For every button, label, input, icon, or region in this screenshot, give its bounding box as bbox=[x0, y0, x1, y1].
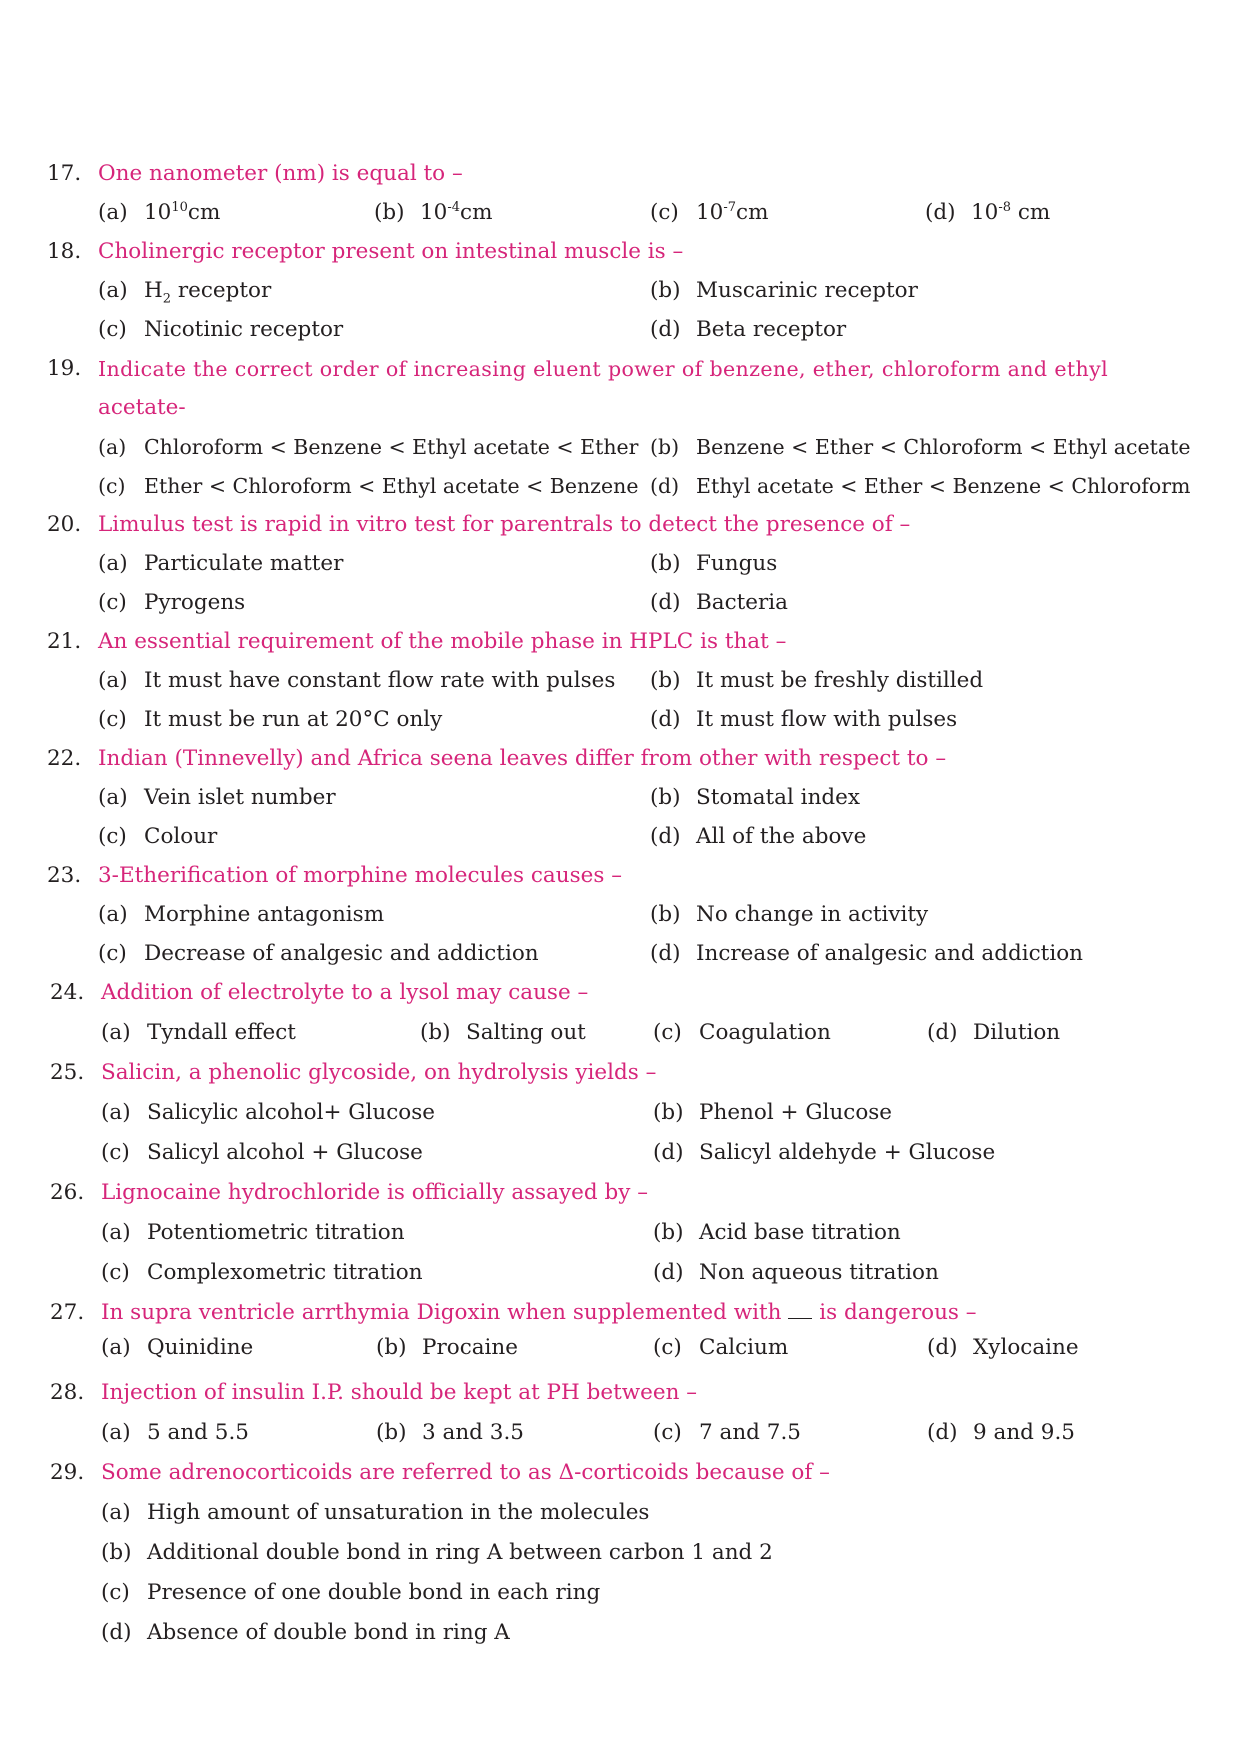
options-row bbox=[0, 1615, 1241, 1651]
options-row bbox=[0, 1215, 1241, 1251]
options-row bbox=[0, 702, 1241, 738]
option-c: (c) Calcium bbox=[653, 1335, 789, 1360]
option-d: (d) Xylocaine bbox=[927, 1335, 1079, 1360]
question-text: An essential requirement of the mobile phase in HPLC is that – bbox=[98, 629, 787, 654]
question-number: 17. bbox=[47, 161, 82, 186]
question-number: 19. bbox=[47, 356, 82, 381]
option-a: (a) Quinidine bbox=[101, 1335, 254, 1360]
options-row bbox=[0, 273, 1241, 309]
option-b: (b) Procaine bbox=[376, 1335, 518, 1360]
question-text: In supra ventricle arrthymia Digoxin when supplemented with is dangerous – bbox=[101, 1300, 977, 1325]
question-28 bbox=[0, 1375, 1241, 1411]
option-c: (c) Coagulation bbox=[653, 1020, 831, 1045]
question-24 bbox=[0, 975, 1241, 1011]
option-a: (a) Potentiometric titration bbox=[101, 1220, 405, 1245]
option-b: (b) Muscarinic receptor bbox=[650, 278, 918, 303]
question-22 bbox=[0, 741, 1241, 777]
options-row bbox=[0, 780, 1241, 816]
option-a: (a) Vein islet number bbox=[98, 785, 336, 810]
question-29 bbox=[0, 1455, 1241, 1491]
option-a: (a) It must have constant flow rate with pulses bbox=[98, 668, 616, 693]
options-row bbox=[0, 1415, 1241, 1451]
question-23 bbox=[0, 858, 1241, 894]
option-b: (b) Stomatal index bbox=[650, 785, 861, 810]
option-d: (d) Salicyl aldehyde + Glucose bbox=[653, 1140, 996, 1165]
question-19 bbox=[0, 351, 1241, 387]
option-d: (d) Absence of double bond in ring A bbox=[101, 1620, 510, 1645]
option-c: (c) Pyrogens bbox=[98, 590, 246, 615]
option-c: (c) Decrease of analgesic and addiction bbox=[98, 941, 539, 966]
option-d: (d) Increase of analgesic and addiction bbox=[650, 941, 1083, 966]
options-row bbox=[0, 1535, 1241, 1571]
option-c: (c) Nicotinic receptor bbox=[98, 317, 344, 342]
options-row bbox=[0, 1095, 1241, 1131]
option-c: (c) $10^{-7}cm$ bbox=[650, 199, 769, 225]
options-row bbox=[0, 1330, 1241, 1366]
question-text: Addition of electrolyte to a lysol may cause – bbox=[101, 980, 589, 1005]
options-row bbox=[0, 819, 1241, 855]
option-c: (c) It must be run at 20°C only bbox=[98, 707, 443, 732]
question-text: Some adrenocorticoids are referred to as Δ-corticoids because of – bbox=[101, 1460, 830, 1485]
question-number: 20. bbox=[47, 512, 82, 537]
question-text: acetate- bbox=[98, 395, 186, 420]
question-number: 25. bbox=[50, 1060, 85, 1085]
question-number: 23. bbox=[47, 863, 82, 888]
question-number: 22. bbox=[47, 746, 82, 771]
option-b: (b) No change in activity bbox=[650, 902, 929, 927]
option-a: (a) Salicylic alcohol+ Glucose bbox=[101, 1100, 435, 1125]
option-c: (c) 7 and 7.5 bbox=[653, 1420, 801, 1445]
option-b: (b) Fungus bbox=[650, 551, 778, 576]
option-b: (b) Benzene < Ether < Chloroform < Ethyl acetate bbox=[650, 435, 1191, 459]
option-a: (a) Tyndall effect bbox=[101, 1020, 296, 1045]
question-text: One nanometer (nm) is equal to – bbox=[98, 161, 463, 186]
question-27 bbox=[0, 1295, 1241, 1331]
question-19-continued bbox=[0, 390, 1241, 426]
options-row bbox=[0, 1575, 1241, 1611]
option-b: (b) Acid base titration bbox=[653, 1220, 901, 1245]
options-row bbox=[0, 195, 1241, 231]
question-number: 27. bbox=[50, 1300, 85, 1325]
question-text: Limulus test is rapid in vitro test for parentrals to detect the presence of – bbox=[98, 512, 911, 537]
options-row bbox=[0, 663, 1241, 699]
option-d: (d) Ethyl acetate < Ether < Benzene < Chloroform bbox=[650, 474, 1191, 498]
option-c: (c) Complexometric titration bbox=[101, 1260, 423, 1285]
option-a: (a) $10^{10}cm$ bbox=[98, 199, 221, 225]
option-b: (b) Salting out bbox=[420, 1020, 586, 1045]
option-d: (d) $10^{-8}$ cm bbox=[925, 199, 1051, 225]
options-row bbox=[0, 1255, 1241, 1291]
option-d: (d) Non aqueous titration bbox=[653, 1260, 939, 1285]
option-c: (c) Colour bbox=[98, 824, 218, 849]
question-text: 3-Etherification of morphine molecules causes – bbox=[98, 863, 622, 888]
option-d: (d) Bacteria bbox=[650, 590, 788, 615]
options-row bbox=[0, 585, 1241, 621]
option-c: (c) Salicyl alcohol + Glucose bbox=[101, 1140, 423, 1165]
question-21 bbox=[0, 624, 1241, 660]
option-d: (d) It must flow with pulses bbox=[650, 707, 958, 732]
options-row bbox=[0, 468, 1241, 504]
option-b: (b) Phenol + Glucose bbox=[653, 1100, 893, 1125]
option-c: (c) Presence of one double bond in each ring bbox=[101, 1580, 601, 1605]
question-text: Indian (Tinnevelly) and Africa seena leaves differ from other with respect to – bbox=[98, 746, 947, 771]
option-b: (b) $10^{-4}cm$ bbox=[374, 199, 493, 225]
option-a: (a) Chloroform < Benzene < Ethyl acetate < Ether bbox=[98, 435, 639, 459]
question-text: Cholinergic receptor present on intestinal muscle is – bbox=[98, 239, 684, 264]
question-number: 26. bbox=[50, 1180, 85, 1205]
options-row bbox=[0, 1015, 1241, 1051]
question-text: Lignocaine hydrochloride is officially assayed by – bbox=[101, 1180, 648, 1205]
question-text: Salicin, a phenolic glycoside, on hydrolysis yields – bbox=[101, 1060, 657, 1085]
option-d: (d) 9 and 9.5 bbox=[927, 1420, 1075, 1445]
option-b: (b) It must be freshly distilled bbox=[650, 668, 984, 693]
option-a: (a) Morphine antagonism bbox=[98, 902, 385, 927]
question-18 bbox=[0, 234, 1241, 270]
question-number: 28. bbox=[50, 1380, 85, 1405]
question-text: Indicate the correct order of increasing eluent power of benzene, ether, chloroform and ethyl bbox=[98, 357, 1109, 381]
options-row bbox=[0, 546, 1241, 582]
options-row bbox=[0, 1495, 1241, 1531]
option-d: (d) All of the above bbox=[650, 824, 867, 849]
options-row bbox=[0, 1135, 1241, 1171]
question-text: Injection of insulin I.P. should be kept at PH between – bbox=[101, 1380, 697, 1405]
question-number: 21. bbox=[47, 629, 82, 654]
option-a: (a) $H_2$ receptor bbox=[98, 278, 272, 307]
question-17 bbox=[0, 156, 1241, 192]
question-26 bbox=[0, 1175, 1241, 1211]
question-number: 29. bbox=[50, 1460, 85, 1485]
options-row bbox=[0, 897, 1241, 933]
option-b: (b) Additional double bond in ring A between carbon 1 and 2 bbox=[101, 1540, 773, 1565]
option-a: (a) High amount of unsaturation in the molecules bbox=[101, 1500, 650, 1525]
option-d: (d) Dilution bbox=[927, 1020, 1061, 1045]
options-row bbox=[0, 429, 1241, 465]
option-d: (d) Beta receptor bbox=[650, 317, 847, 342]
question-number: 18. bbox=[47, 239, 82, 264]
option-a: (a) Particulate matter bbox=[98, 551, 344, 576]
option-b: (b) 3 and 3.5 bbox=[376, 1420, 524, 1445]
options-row bbox=[0, 312, 1241, 348]
question-25 bbox=[0, 1055, 1241, 1091]
option-c: (c) Ether < Chloroform < Ethyl acetate < Benzene bbox=[98, 474, 639, 498]
option-a: (a) 5 and 5.5 bbox=[101, 1420, 249, 1445]
question-number: 24. bbox=[50, 980, 85, 1005]
question-20 bbox=[0, 507, 1241, 543]
options-row bbox=[0, 936, 1241, 972]
answer-blank bbox=[788, 1300, 812, 1319]
